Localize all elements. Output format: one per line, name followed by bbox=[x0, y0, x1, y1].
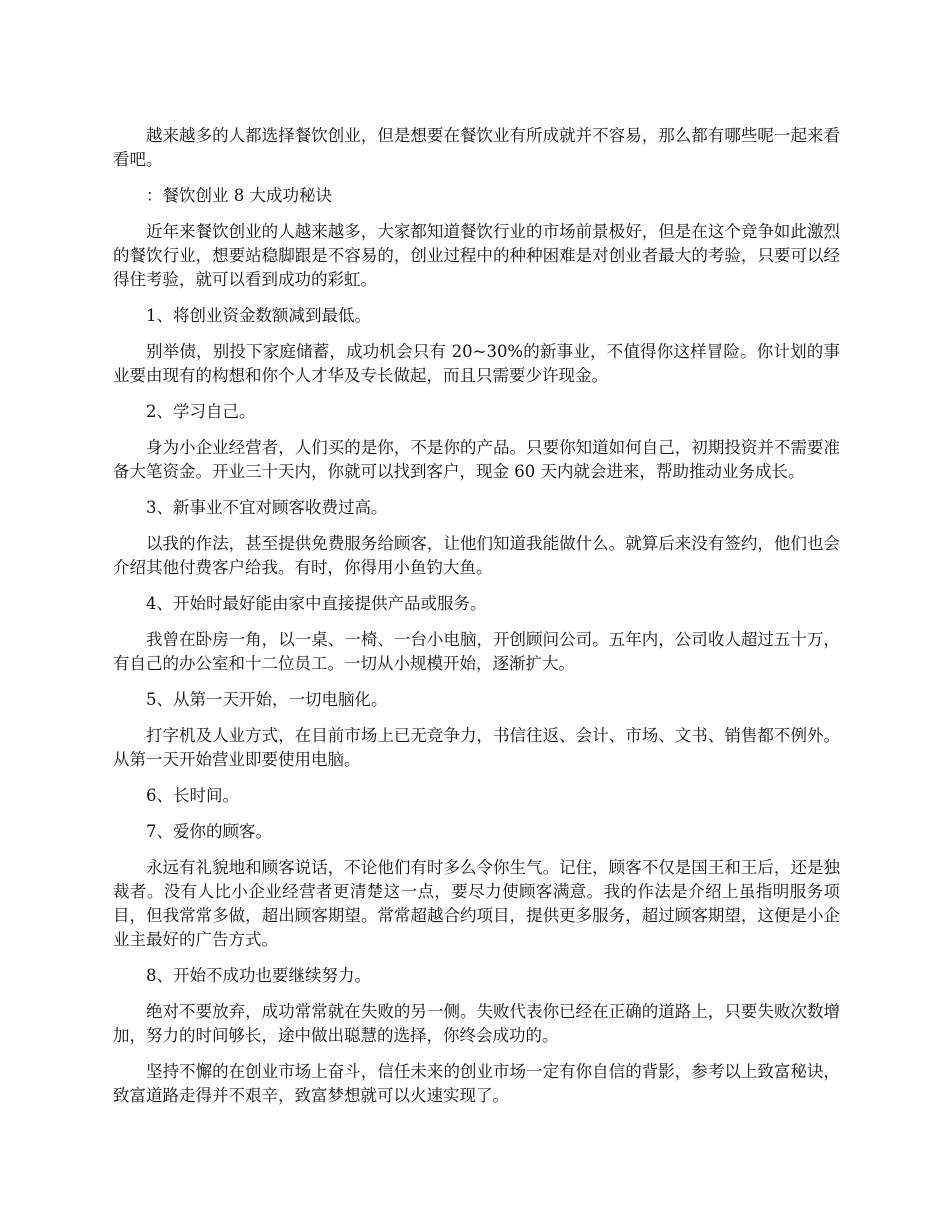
tip-5-heading: 5、从第一天开始，一切电脑化。 bbox=[146, 690, 388, 709]
tip-5-body: 打字机及人业方式，在目前市场上已无竞争力，书信往返、会计、市场、文书、销售都不例外。从第一天开始营业即要使用电脑。 bbox=[113, 726, 840, 769]
tip-4-body: 我曾在卧房一角，以一桌、一椅、一台小电脑，开创顾问公司。五年内，公司收人超过五十万，有自己的办公室和十二位员工。一切从小规模开始，逐渐扩大。 bbox=[113, 630, 840, 673]
tip-8-body: 绝对不要放弃，成功常常就在失败的另一侧。失败代表你已经在正确的道路上，只要失败次数增加，努力的时间够长，途中做出聪慧的选择，你终会成功的。 bbox=[113, 1002, 840, 1045]
conclusion-paragraph: 坚持不懈的在创业市场上奋斗，信任未来的创业市场一定有你自信的背影，参考以上致富秘诀，致富道路走得并不艰辛，致富梦想就可以火速实现了。 bbox=[113, 1062, 840, 1105]
tip-1-heading: 1、将创业资金数额减到最低。 bbox=[146, 306, 371, 325]
document-body bbox=[113, 124, 840, 1120]
section-heading: ：餐饮创业 8 大成功秘诀 bbox=[146, 186, 332, 205]
tip-2-body: 身为小企业经营者，人们买的是你，不是你的产品。只要你知道如何自己，初期投资并不需要准备大笔资金。开业三十天内，你就可以找到客户，现金 60 天内就会进来，帮助推动业务成长。 bbox=[113, 438, 840, 481]
overview-paragraph: 近年来餐饮创业的人越来越多，大家都知道餐饮行业的市场前景极好，但是在这个竞争如此激烈的餐饮行业，想要站稳脚跟是不容易的，创业过程中的种种困难是对创业者最大的考验，只要可以经得住考验，就可以看到成功的彩虹。 bbox=[113, 222, 840, 289]
tip-3-body: 以我的作法，甚至提供免费服务给顾客，让他们知道我能做什么。就算后来没有签约，他们也会介绍其他付费客户给我。有时，你得用小鱼钓大鱼。 bbox=[113, 534, 840, 577]
tip-8-heading: 8、开始不成功也要继续努力。 bbox=[146, 966, 371, 985]
tip-1-body: 别举债，别投下家庭储蓄，成功机会只有 20~30%的新事业，不值得你这样冒险。你计划的事业要由现有的构想和你个人才华及专长做起，而且只需要少许现金。 bbox=[113, 342, 840, 385]
tip-3-heading: 3、新事业不宜对顾客收费过高。 bbox=[146, 498, 388, 517]
tip-6-heading: 6、长时间。 bbox=[146, 786, 239, 805]
intro-paragraph: 越来越多的人都选择餐饮创业，但是想要在餐饮业有所成就并不容易，那么都有哪些呢一起来看看吧。 bbox=[113, 126, 840, 169]
tip-2-heading: 2、学习自己。 bbox=[146, 402, 256, 421]
tip-4-heading: 4、开始时最好能由家中直接提供产品或服务。 bbox=[146, 594, 487, 613]
tip-7-heading: 7、爱你的顾客。 bbox=[146, 822, 272, 841]
tip-7-body: 永远有礼貌地和顾客说话，不论他们有时多么令你生气。记住，顾客不仅是国王和王后，还是独裁者。没有人比小企业经营者更清楚这一点，要尽力使顾客满意。我的作法是介绍上虽指明服务项目，但我常常多做，超出顾客期望。常常超越合约项目，提供更多服务，超过顾客期望，这便是小企业主最好的广告方式。 bbox=[113, 858, 840, 949]
